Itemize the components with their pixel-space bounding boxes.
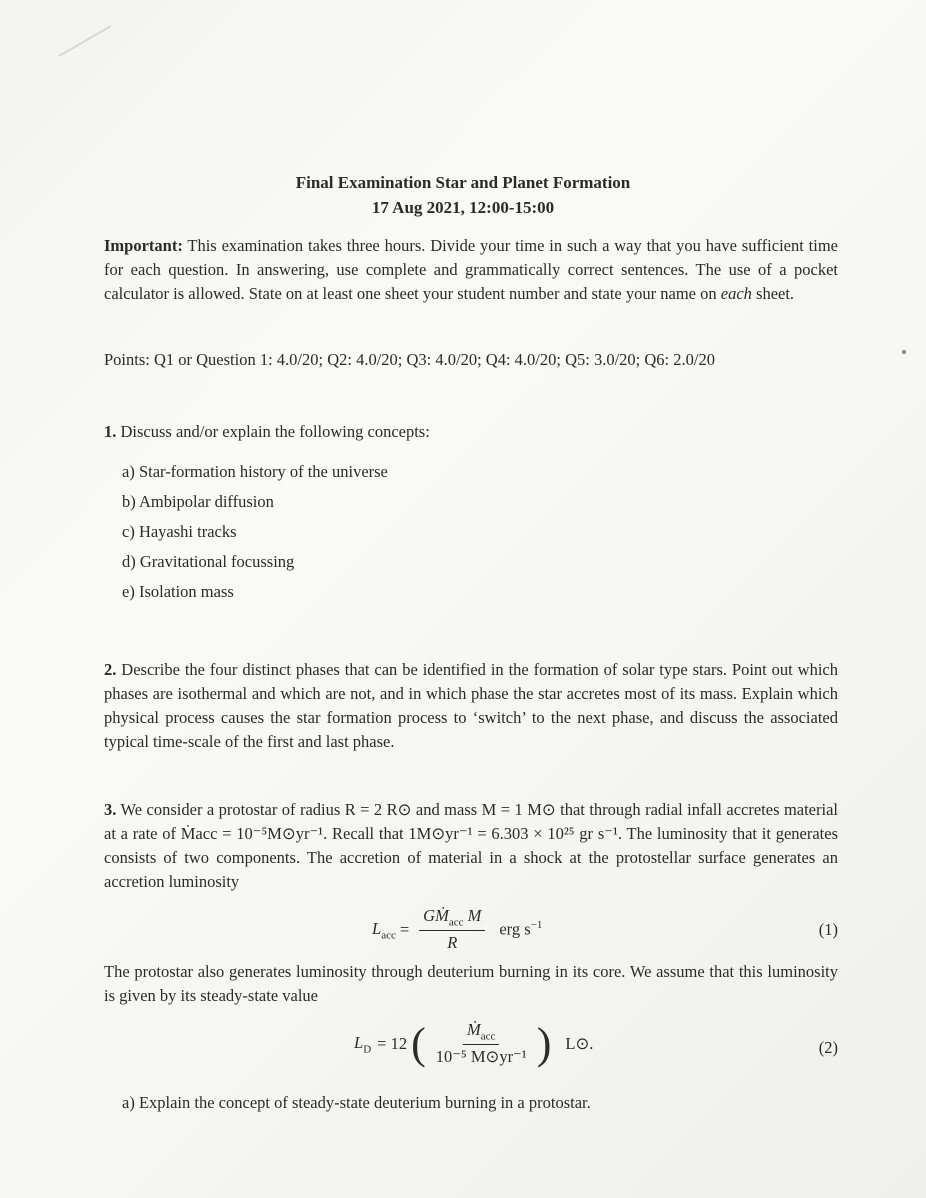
eq1-unit: erg s [499,919,531,939]
important-label: Important: [104,236,183,255]
paper-crease [59,25,112,57]
important-text-2: sheet. [751,284,795,303]
list-item: a) Star-formation history of the universe [122,462,388,481]
eq2-num: Ṁ [467,1020,481,1039]
important-emph: each [720,284,752,303]
q1-list [122,457,388,607]
eq1-den: R [447,933,458,953]
equation-1 [104,906,838,956]
q2-number: 2. [104,660,117,679]
eq1-body: $L_{acc}$ = $\frac{GṀ_{acc} M}{R}$ erg $s^{-1}$ [372,906,543,953]
paper-speck [902,350,906,354]
eq2-lhs: L [354,1032,364,1052]
eq1-lhs-sub: acc [381,928,396,941]
list-item: e) Isolation mass [122,582,234,601]
important-note [104,234,838,306]
title-block [0,170,926,220]
eq1-num-sub: acc [448,916,464,929]
exam-date: 17 Aug 2021, 12:00-15:00 [371,198,555,217]
list-item: b) Ambipolar diffusion [122,492,274,511]
q2-text: Describe the four distinct phases that can be identified in the formation of solar type stars. Point out which phases are isothermal and which are not, and in which phase the star accretes most of its mass. Explain which physical process causes the star formation process to ‘switch’ to the next phase, and discuss the associated typical time-scale of the first and last phase. [104,660,838,751]
q3-middle: The protostar also generates luminosity through deuterium burning in its core. We assume that this luminosity is given by its steady-state value [104,962,838,1005]
q1-text: Discuss and/or explain the following concepts: [116,422,430,441]
question-1 [104,420,838,444]
important-text-1: This examination takes three hours. Divide your time in such a way that you have sufficient time for each question. In answering, use complete and grammatically correct sentences. The use of a pocket calculator is allowed. State on at least one sheet your student number and state your name on [104,236,838,303]
question-2 [104,658,838,754]
equation-2 [104,1020,838,1076]
eq1-num-tail: M [463,906,482,925]
eq2-unit: L⊙. [565,1033,594,1053]
list-item: a) Explain the concept of steady-state deuterium burning in a protostar. [122,1093,591,1112]
eq1-lhs: L [372,918,382,938]
q3-parts [122,1088,591,1118]
eq2-num-sub: acc [480,1030,496,1043]
q3-number: 3. [104,800,117,819]
eq1-fraction [419,906,485,953]
eq2-lhs-sub: D [363,1042,372,1055]
exam-title: Final Examination Star and Planet Formation [295,173,631,192]
eq2-fraction [432,1020,531,1067]
eq2-number: (2) [818,1038,838,1057]
eq2-coef: = 12 [377,1033,408,1053]
q1-number: 1. [104,422,117,441]
points-line: Points: Q1 or Question 1: 4.0/20; Q2: 4.0/20; Q3: 4.0/20; Q4: 4.0/20; Q5: 3.0/20; Q6: 2.0/20 [104,350,715,369]
list-item: c) Hayashi tracks [122,522,237,541]
eq1-number: (1) [818,920,838,939]
eq1-unit-sup: −1 [530,919,543,932]
eq2-den: 10⁻⁵ M⊙yr⁻¹ [435,1047,527,1067]
list-item: d) Gravitational focussing [122,552,295,571]
eq1-num: GṀ [423,906,449,925]
q3-intro: We consider a protostar of radius R = 2 R⊙ and mass M = 1 M⊙ that through radial infall accretes material at a rate of Ṁacc = 10⁻⁵M⊙yr⁻¹. Recall that 1M⊙yr⁻¹ = 6.303 × 10²⁵ gr s⁻¹. The luminosity that it generates consists of two components. The accretion of material in a shock at the protostellar surface generates an accretion luminosity [104,800,838,891]
eq2-body: $L_D$ = 12 ( $\frac{Ṁ_{acc}}{\text{10⁻⁵ M⊙yr⁻¹}}$ ) L⊙. [354,1018,594,1068]
question-3-intro [104,798,838,894]
